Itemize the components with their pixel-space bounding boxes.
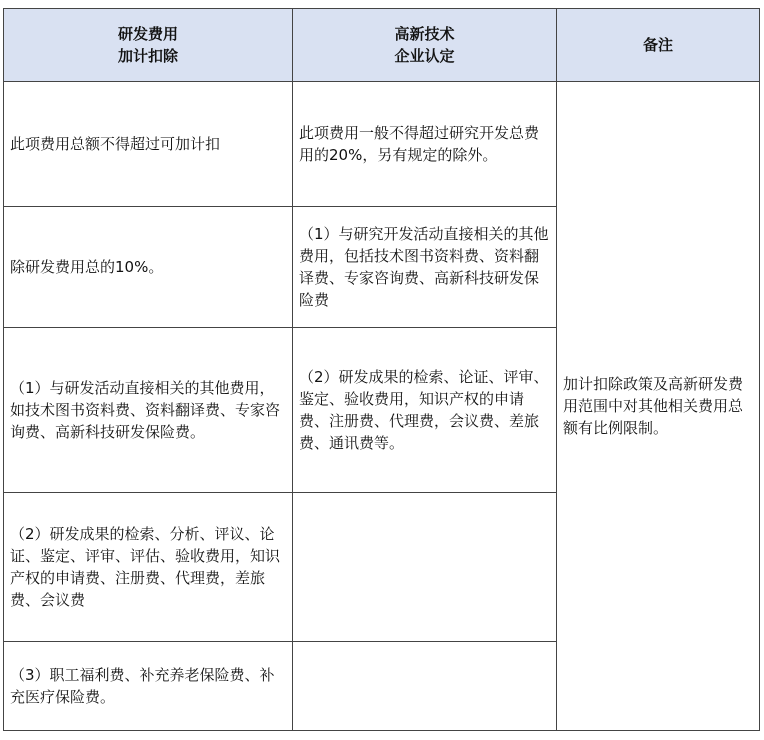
- cell-rd-deduction: （2）研发成果的检索、分析、评议、论证、鉴定、评审、评估、验收费用，知识产权的申请费、注册费、代理费，差旅费、会议费: [4, 493, 293, 642]
- cell-high-tech: （2）研发成果的检索、论证、评审、鉴定、验收费用，知识产权的申请费、注册费、代理费，会议费、差旅费、通讯费等。: [293, 328, 557, 493]
- header-row: [4, 9, 760, 82]
- header-high-tech-certification: 高新技术 企业认定: [293, 9, 557, 82]
- cell-high-tech-empty: [293, 493, 557, 642]
- cell-high-tech: 此项费用一般不得超过研究开发总费用的20%，另有规定的除外。: [293, 82, 557, 207]
- cell-remark: 加计扣除政策及高新研发费用范围中对其他相关费用总额有比例限制。: [557, 82, 760, 731]
- cell-rd-deduction: 除研发费用总的10%。: [4, 207, 293, 328]
- header-remark: 备注: [557, 9, 760, 82]
- table-row: [4, 82, 760, 207]
- header-rd-deduction: 研发费用 加计扣除: [4, 9, 293, 82]
- cell-rd-deduction: （3）职工福利费、补充养老保险费、补充医疗保险费。: [4, 642, 293, 731]
- cell-rd-deduction: 此项费用总额不得超过可加计扣: [4, 82, 293, 207]
- cell-high-tech-empty: [293, 642, 557, 731]
- comparison-table: [3, 8, 760, 731]
- cell-high-tech: （1）与研究开发活动直接相关的其他费用，包括技术图书资料费、资料翻译费、专家咨询费、高新科技研发保险费: [293, 207, 557, 328]
- cell-rd-deduction: （1）与研发活动直接相关的其他费用，如技术图书资料费、资料翻译费、专家咨询费、高新科技研发保险费。: [4, 328, 293, 493]
